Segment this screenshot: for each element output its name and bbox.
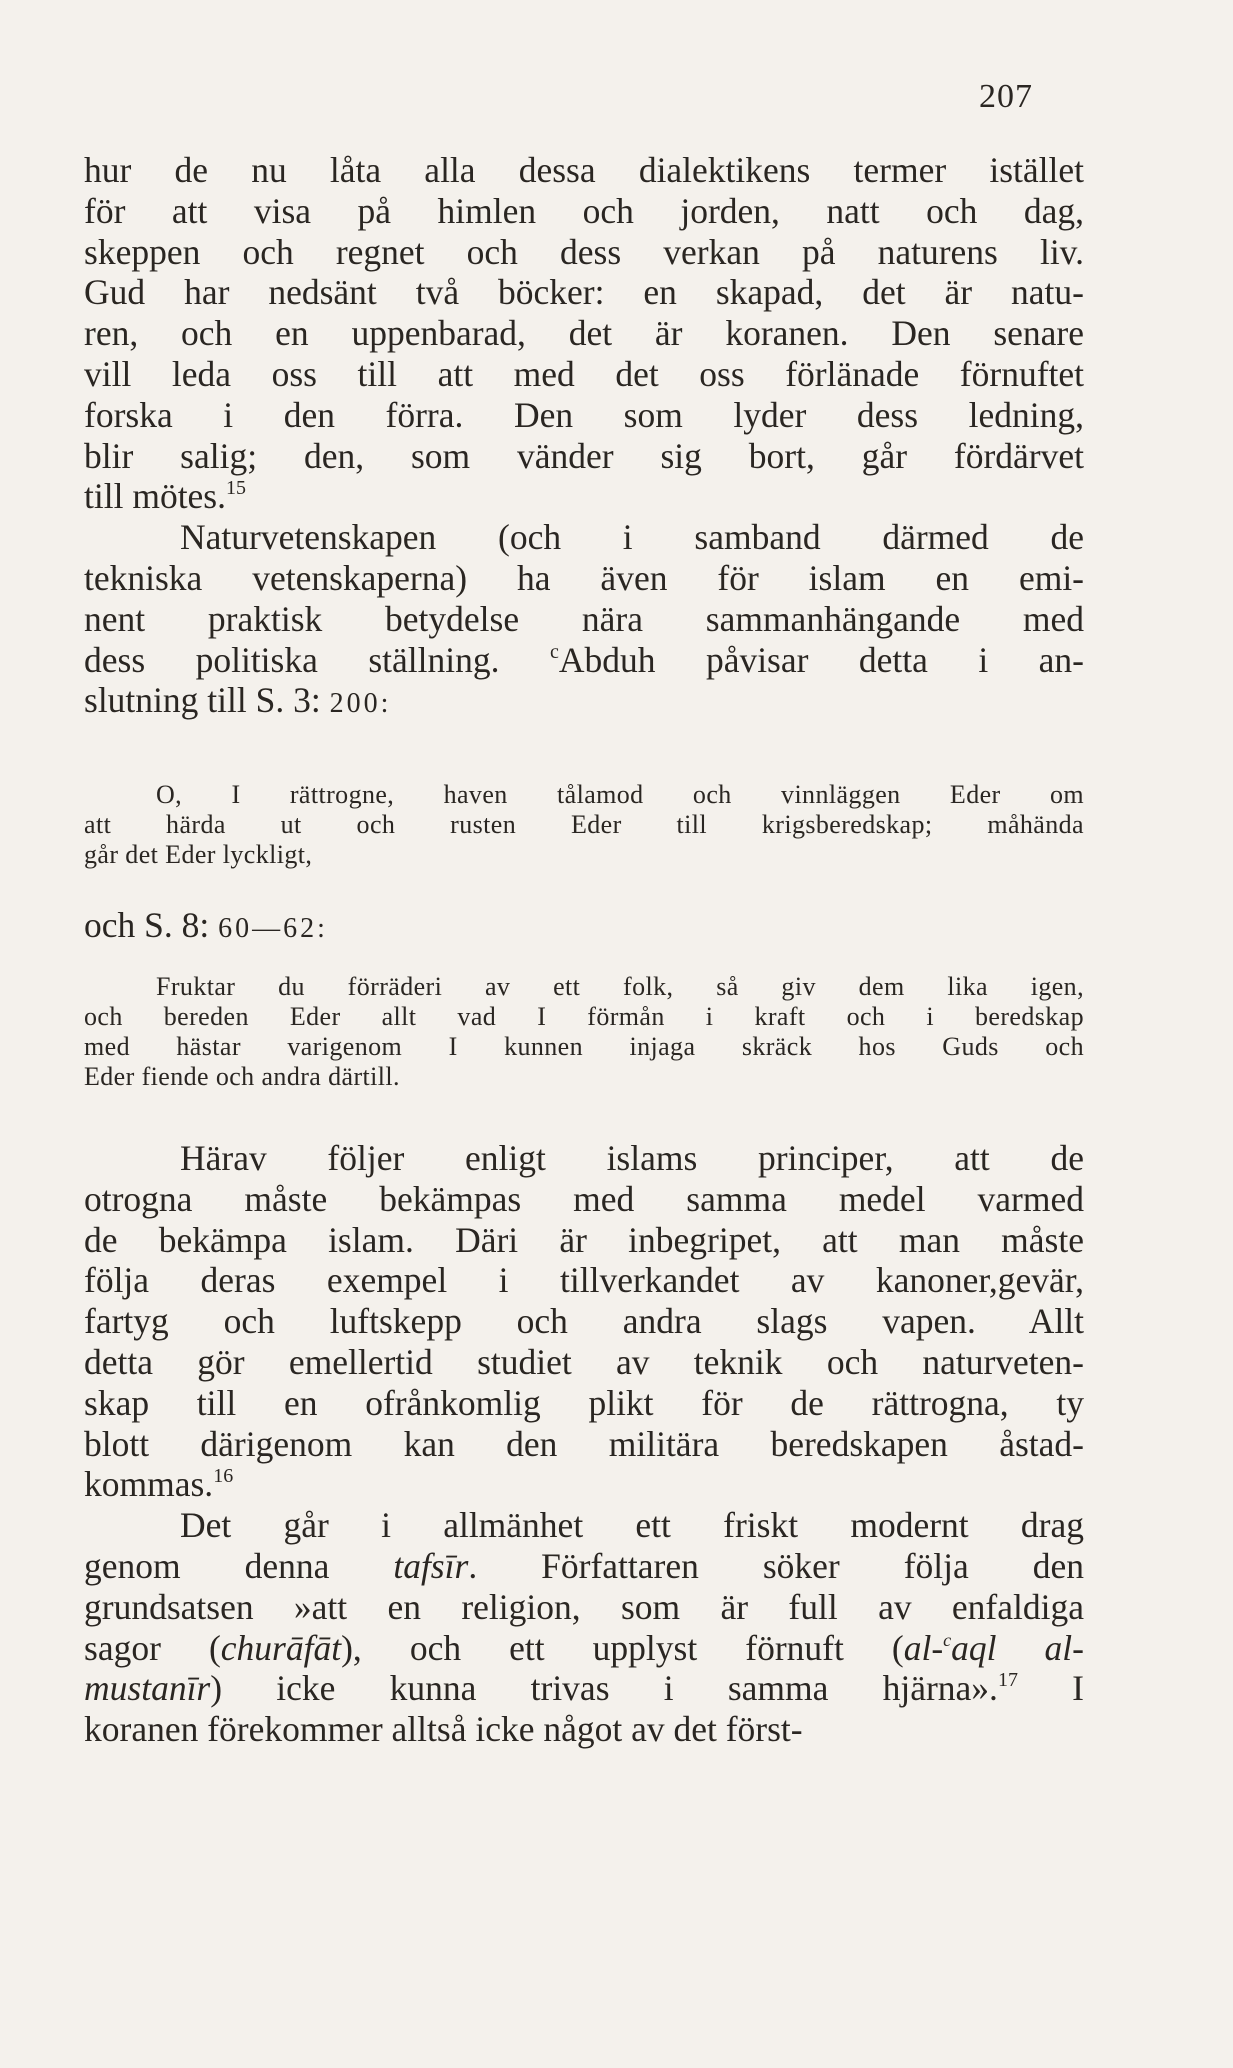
text-line: Gud har nedsänt två böcker: en skapad, det är natu- [84, 272, 1084, 313]
text-fragment: och S. 8: [84, 905, 210, 945]
text-line [84, 1546, 1084, 1587]
text-line: nent praktisk betydelse nära sammanhängande med [84, 598, 1084, 639]
italic-term: churāfāt [220, 1627, 342, 1668]
italic-term: aql al- [951, 1627, 1084, 1668]
text-line: blir salig; den, som vänder sig bort, går fördärvet [84, 435, 1084, 476]
text-line: Härav följer enligt islams principer, att de [180, 1138, 1084, 1178]
text-line: följa deras exempel i tillverkandet av kanoner,gevär, [84, 1260, 1084, 1301]
text-line: forska i den förra. Den som lyder dess ledning, [84, 394, 1084, 435]
text-line: hur de nu låta alla dessa dialektikens termer istället [84, 150, 1084, 190]
ayn-mark: c [943, 1629, 952, 1650]
text-line [84, 905, 1084, 950]
quote-line: och bereden Eder allt vad I förmån i kraft och i beredskap [84, 1002, 1084, 1031]
text-fragment: till mötes. [84, 476, 226, 517]
text-line: Naturvetenskapen (och i samband därmed de [180, 517, 1084, 558]
text-line: för att visa på himlen och jorden, natt och dag, [84, 190, 1084, 231]
text-line: otrogna måste bekämpas med samma medel varmed [84, 1178, 1084, 1219]
footnote-marker: 17 [997, 1669, 1018, 1692]
text-line: Det går i allmänhet ett friskt modernt drag [180, 1505, 1084, 1546]
text-line: ren, och en uppenbarad, det är koranen. Den senare [84, 313, 1084, 354]
italic-term: mustanīr [84, 1668, 211, 1709]
text-fragment: dess politiska ställning. [84, 639, 500, 680]
italic-term: al- [903, 1627, 944, 1668]
text-fragment: Abduh påvisar detta i an- [558, 639, 1085, 680]
footnote-marker: 15 [226, 477, 246, 500]
text-line [84, 1628, 1084, 1669]
verse-reference: 60—62: [218, 913, 328, 944]
text-line: de bekämpa islam. Däri är inbegripet, att man måste [84, 1219, 1084, 1260]
text-fragment: ) icke kunna trivas i samma hjärna». [210, 1668, 998, 1709]
text-line: skeppen och regnet och dess verkan på naturens liv. [84, 231, 1084, 272]
text-line: blott därigenom kan den militära beredskapen åstad- [84, 1423, 1084, 1464]
verse-reference: 200: [329, 688, 392, 720]
text-fragment: kommas. [84, 1464, 214, 1505]
quote-line: går det Eder lyckligt, [84, 840, 313, 869]
text-fragment: I [1017, 1668, 1084, 1709]
text-line: vill leda oss till att med det oss förlänade förnuftet [84, 353, 1084, 394]
text-line: skap till en ofrånkomlig plikt för de rättrogna, ty [84, 1382, 1084, 1423]
ayn-mark: c [549, 640, 559, 663]
text-line [84, 1464, 1084, 1505]
quote-line: Eder fiende och andra därtill. [84, 1062, 400, 1091]
text-fragment: sagor ( [84, 1627, 221, 1668]
paragraph-1 [84, 150, 1084, 725]
text-fragment: slutning till S. 3: [84, 680, 321, 721]
text-line: grundsatsen »att en religion, som är full av enfaldiga [84, 1586, 1084, 1627]
quote-line: Fruktar du förräderi av ett folk, så giv dem lika igen, [156, 972, 1084, 1001]
text-line [84, 476, 1084, 517]
quote-1 [84, 780, 1084, 870]
paragraph-3 [84, 1138, 1084, 1750]
text-fragment: ), och ett upplyst förnuft ( [341, 1627, 904, 1668]
text-line: koranen förekommer alltså icke något av det först- [84, 1709, 803, 1750]
text-line [84, 680, 1084, 725]
text-line [84, 1668, 1084, 1709]
text-line: fartyg och luftskepp och andra slags vapen. Allt [84, 1301, 1084, 1342]
text-fragment: . Författaren söker följa den [468, 1545, 1084, 1586]
quote-line: O, I rättrogne, haven tålamod och vinnläggen Eder om [156, 780, 1084, 809]
reference-line [84, 905, 1084, 950]
quote-2 [84, 972, 1084, 1092]
footnote-marker: 16 [213, 1465, 234, 1488]
text-line [84, 640, 1084, 681]
italic-term: tafsīr [393, 1545, 469, 1586]
text-fragment: genom denna [84, 1545, 394, 1586]
text-line: tekniska vetenskaperna) ha även för islam en emi- [84, 557, 1084, 598]
page-number: 207 [979, 78, 1033, 115]
text-line: detta gör emellertid studiet av teknik och naturveten- [84, 1341, 1084, 1382]
quote-line: med hästar varigenom I kunnen injaga skräck hos Guds och [84, 1032, 1084, 1061]
quote-line: att härda ut och rusten Eder till krigsberedskap; måhända [84, 810, 1084, 839]
